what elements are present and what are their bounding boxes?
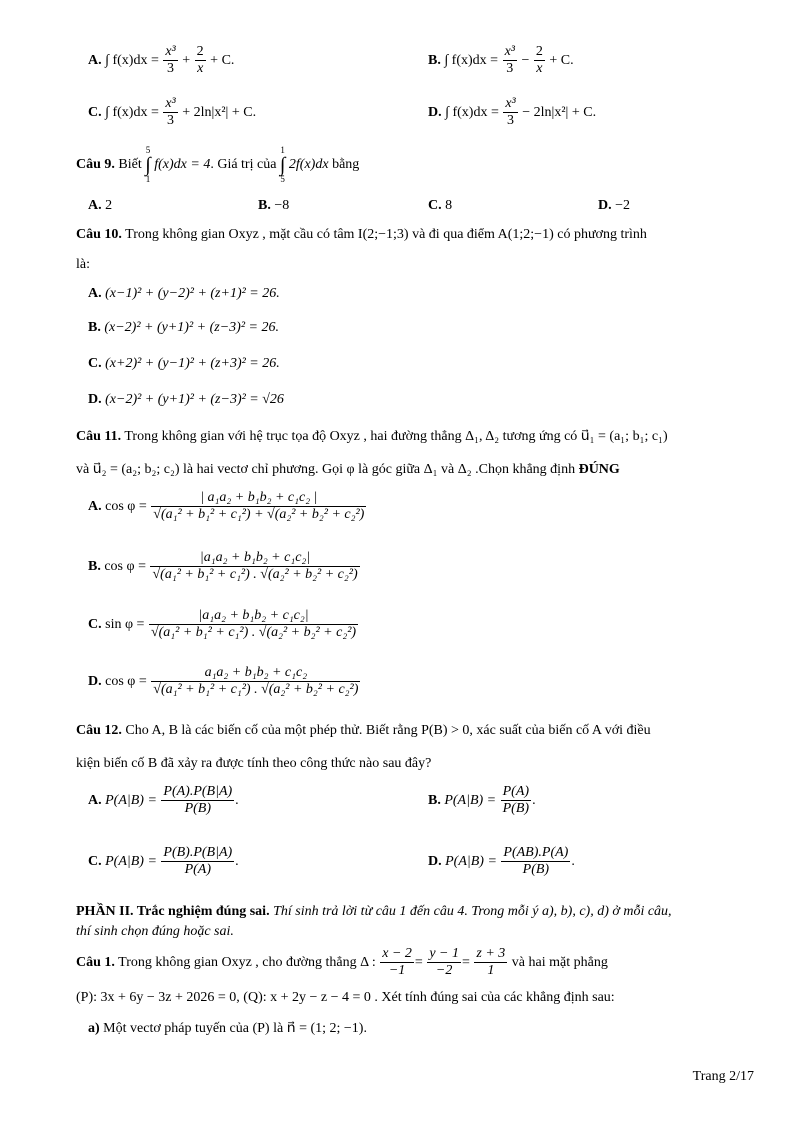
integral-sign: 1 ∫ 5: [279, 145, 286, 184]
option-value: (x+2)² + (y−1)² + (z+3)² = 26.: [105, 356, 280, 371]
denominator: P(B): [522, 862, 550, 878]
integral-lhs: ∫ f(x)dx =: [444, 52, 499, 68]
option-value: −8: [274, 198, 290, 213]
stem-text: và hai mặt phẳng: [511, 954, 608, 970]
lower-bound: 1: [145, 174, 151, 184]
q11-option-c: [88, 608, 359, 641]
statement-label: a): [88, 1021, 100, 1036]
section-instruction: Thí sinh trả lời từ câu 1 đến câu 4. Trong mỗi ý a), b), c), d) ở mỗi câu,: [273, 904, 672, 919]
option-value: (x−1)² + (y−2)² + (z+1)² = 26.: [105, 286, 280, 301]
integral-lhs: ∫ f(x)dx =: [445, 104, 499, 120]
formula-lhs: P(A|B) =: [444, 792, 497, 808]
denominator: 1: [487, 963, 495, 979]
fraction: [503, 96, 517, 129]
q10-option-a: [88, 286, 280, 302]
denominator: 3: [507, 113, 515, 129]
fraction: [151, 490, 366, 523]
q9-stem: [76, 146, 359, 184]
option-value: 2: [105, 198, 113, 213]
stem-text: (P): 3x + 6y − 3z + 2026 = 0, (Q): x + 2y − z − 4 = 0 . Xét tính đúng sai của các khẳng định sau:: [76, 990, 615, 1005]
statement-text: Một vectơ pháp tuyến của (P) là n⃗ = (1; 2; −1).: [103, 1021, 367, 1036]
numerator: x − 2: [380, 946, 414, 963]
formula-lhs: P(A|B) =: [105, 853, 157, 869]
formula-lhs: P(A|B) =: [445, 853, 497, 869]
expression-tail: − 2ln|x²| + C.: [522, 104, 597, 120]
q10-stem-cont: [76, 257, 90, 273]
option-label: B.: [428, 52, 441, 68]
denominator: x: [536, 61, 543, 77]
option-label: D.: [88, 673, 102, 689]
stem-text: và u⃗₂ = (a₂; b₂; c₂) là hai vectơ chỉ phương. Gọi φ là góc giữa Δ₁ và Δ₂ .Chọn khẳng định: [76, 462, 576, 477]
fraction: [149, 608, 358, 641]
section-instruction: thí sinh chọn đúng hoặc sai.: [76, 924, 234, 939]
option-label: A.: [88, 198, 102, 213]
option-label: D.: [598, 198, 612, 213]
p2q1-statement-a: [88, 1020, 367, 1037]
q8-option-a: [88, 44, 234, 77]
numerator: x³: [163, 44, 177, 61]
option-label: B.: [88, 320, 101, 335]
stem-text: Biết: [118, 157, 142, 173]
option-label: C.: [88, 616, 102, 632]
q12-stem-cont: [76, 756, 431, 772]
question-label: Câu 10.: [76, 227, 122, 242]
q8-option-d: [428, 96, 596, 129]
q11-stem-cont: [76, 461, 620, 478]
formula-lhs: P(A|B) =: [105, 792, 157, 808]
q8-option-b: [428, 44, 574, 77]
part2-heading-cont: [76, 924, 234, 940]
q10-stem: [76, 227, 647, 243]
option-value: (x−2)² + (y+1)² + (z−3)² = √26: [105, 392, 284, 407]
q9-option-d: [598, 198, 630, 214]
question-label: Câu 1.: [76, 954, 115, 970]
numerator: P(A).P(B|A): [161, 784, 234, 801]
option-label: D.: [428, 104, 442, 120]
option-label: A.: [88, 286, 102, 301]
integral-sign: 5 ∫ 1: [145, 145, 151, 184]
denominator: P(A): [184, 862, 211, 878]
stem-text: là:: [76, 257, 90, 272]
stem-text: Trong không gian Oxyz , cho đường thẳng Δ :: [118, 954, 376, 970]
numerator: z + 3: [474, 946, 507, 963]
numerator: 2: [534, 44, 545, 61]
p2q1-stem: Câu 1. Trong không gian Oxyz , cho đường thẳng Δ : $\frac{x - 2}{-1}$ = $\frac{y - 1}{-2}$ = $\frac{z + 3}{1}$ và hai mặt phẳng: [76, 946, 608, 979]
fraction: [380, 946, 414, 979]
fraction: [151, 665, 360, 698]
q12-option-c: C. P(A|B) = $\frac{P(B).P(B|A)}{P(A)}$ .: [88, 845, 239, 878]
integral-body: 2f(x)dx: [288, 157, 329, 173]
question-label: Câu 12.: [76, 723, 122, 738]
numerator: P(A): [501, 784, 531, 801]
fraction: [427, 946, 461, 979]
numerator: | a₁a₂ + b₁b₂ + c₁c₂ |: [151, 490, 366, 507]
fraction: [501, 845, 570, 878]
denominator: −2: [435, 963, 453, 979]
lower-bound: 5: [280, 174, 285, 184]
p2q1-planes: [76, 990, 615, 1006]
integral-body: f(x)dx = 4: [154, 157, 211, 173]
option-label: C.: [428, 198, 442, 213]
formula-lhs: cos φ =: [104, 558, 146, 574]
question-label: Câu 11.: [76, 429, 122, 444]
formula-lhs: cos φ =: [105, 673, 147, 689]
option-label: B.: [88, 558, 101, 574]
expression-tail: + C.: [210, 52, 235, 68]
denominator: √(a₁² + b₁² + c₁²) . √(a₂² + b₂² + c₂²): [150, 625, 357, 641]
fraction: [534, 44, 545, 77]
option-value: −2: [615, 198, 631, 213]
fraction: [161, 845, 234, 878]
fraction: [161, 784, 234, 817]
emphasis-text: ĐÚNG: [578, 462, 620, 477]
fraction: [474, 946, 507, 979]
option-label: D.: [88, 392, 102, 407]
q11-stem: [76, 428, 668, 445]
numerator: x³: [503, 44, 517, 61]
option-label: C.: [88, 356, 102, 371]
q9-option-b: [258, 198, 289, 214]
numerator: |a₁a₂ + b₁b₂ + c₁c₂|: [150, 550, 359, 567]
formula-lhs: sin φ =: [105, 616, 145, 632]
denominator: √(a₁² + b₁² + c₁²) . √(a₂² + b₂² + c₂²): [153, 682, 359, 698]
fraction: [163, 44, 177, 77]
numerator: |a₁a₂ + b₁b₂ + c₁c₂|: [149, 608, 358, 625]
denominator: P(B): [502, 801, 530, 817]
numerator: x³: [503, 96, 517, 113]
upper-bound: 5: [145, 145, 151, 155]
denominator: 3: [167, 61, 175, 77]
q11-option-d: [88, 665, 361, 698]
stem-text: . Giá trị của: [210, 157, 277, 173]
q10-option-d: [88, 392, 284, 408]
option-label: B.: [428, 792, 441, 808]
q12-option-b: B. P(A|B) = $\frac{P(A)}{P(B)}$ .: [428, 784, 536, 817]
numerator: y − 1: [427, 946, 461, 963]
option-value: 8: [445, 198, 453, 213]
q11-option-b: [88, 550, 361, 583]
q9-option-a: [88, 198, 112, 214]
formula-lhs: cos φ =: [105, 498, 147, 514]
denominator: √(a₁² + b₁² + c₁²) + √(a₂² + b₂² + c₂²): [153, 507, 365, 523]
fraction: [150, 550, 359, 583]
page-number: Trang 2/17: [692, 1069, 754, 1084]
operator: +: [182, 52, 191, 68]
stem-text: kiện biến cố B đã xảy ra được tính theo công thức nào sau đây?: [76, 756, 432, 771]
integral-lhs: ∫ f(x)dx =: [105, 104, 159, 120]
stem-text: Cho A, B là các biến cố của một phép thử. Biết rằng P(B) > 0, xác suất của biến cố A với điều: [125, 723, 651, 738]
denominator: 3: [506, 61, 514, 77]
q10-option-c: [88, 356, 280, 372]
upper-bound: 1: [280, 145, 285, 155]
q8-option-c: [88, 96, 256, 129]
numerator: x³: [163, 96, 177, 113]
fraction: [503, 44, 517, 77]
question-label: Câu 9.: [76, 157, 115, 173]
denominator: x: [197, 61, 204, 77]
numerator: a₁a₂ + b₁b₂ + c₁c₂: [151, 665, 360, 682]
option-label: B.: [258, 198, 271, 213]
integral-lhs: ∫ f(x)dx =: [105, 52, 159, 68]
denominator: −1: [388, 963, 406, 979]
numerator: P(AB).P(A): [501, 845, 570, 862]
option-label: C.: [88, 853, 102, 869]
option-label: A.: [88, 792, 102, 808]
expression-tail: + 2ln|x²| + C.: [182, 104, 257, 120]
q12-option-d: D. P(A|B) = $\frac{P(AB).P(A)}{P(B)}$ .: [428, 845, 575, 878]
option-label: A.: [88, 498, 102, 514]
q11-option-a: [88, 490, 367, 523]
fraction: [163, 96, 177, 129]
stem-text: bằng: [332, 157, 360, 173]
stem-text: Trong không gian Oxyz , mặt cầu có tâm I(2;−1;3) và đi qua điểm A(1;2;−1) có phương trình: [125, 227, 647, 242]
q12-option-a: A. P(A|B) = $\frac{P(A).P(B|A)}{P(B)}$ .: [88, 784, 239, 817]
option-label: C.: [88, 104, 102, 120]
fraction: [501, 784, 531, 817]
fraction: [195, 44, 206, 77]
part2-heading: [76, 904, 672, 920]
expression-tail: + C.: [549, 52, 574, 68]
stem-text: Trong không gian với hệ trục tọa độ Oxyz , hai đường thẳng Δ₁, Δ₂ tương ứng có u⃗₁ = (a₁; b₁; c₁): [124, 429, 668, 444]
q9-option-c: [428, 198, 452, 214]
denominator: √(a₁² + b₁² + c₁²) . √(a₂² + b₂² + c₂²): [152, 567, 358, 583]
denominator: 3: [167, 113, 175, 129]
numerator: 2: [195, 44, 206, 61]
section-title: PHẦN II. Trắc nghiệm đúng sai.: [76, 904, 270, 919]
option-label: D.: [428, 853, 442, 869]
option-label: A.: [88, 52, 102, 68]
option-value: (x−2)² + (y+1)² + (z−3)² = 26.: [104, 320, 279, 335]
q12-stem: [76, 723, 651, 739]
operator: −: [521, 52, 530, 68]
q10-option-b: [88, 320, 279, 336]
numerator: P(B).P(B|A): [161, 845, 234, 862]
denominator: P(B): [184, 801, 211, 817]
